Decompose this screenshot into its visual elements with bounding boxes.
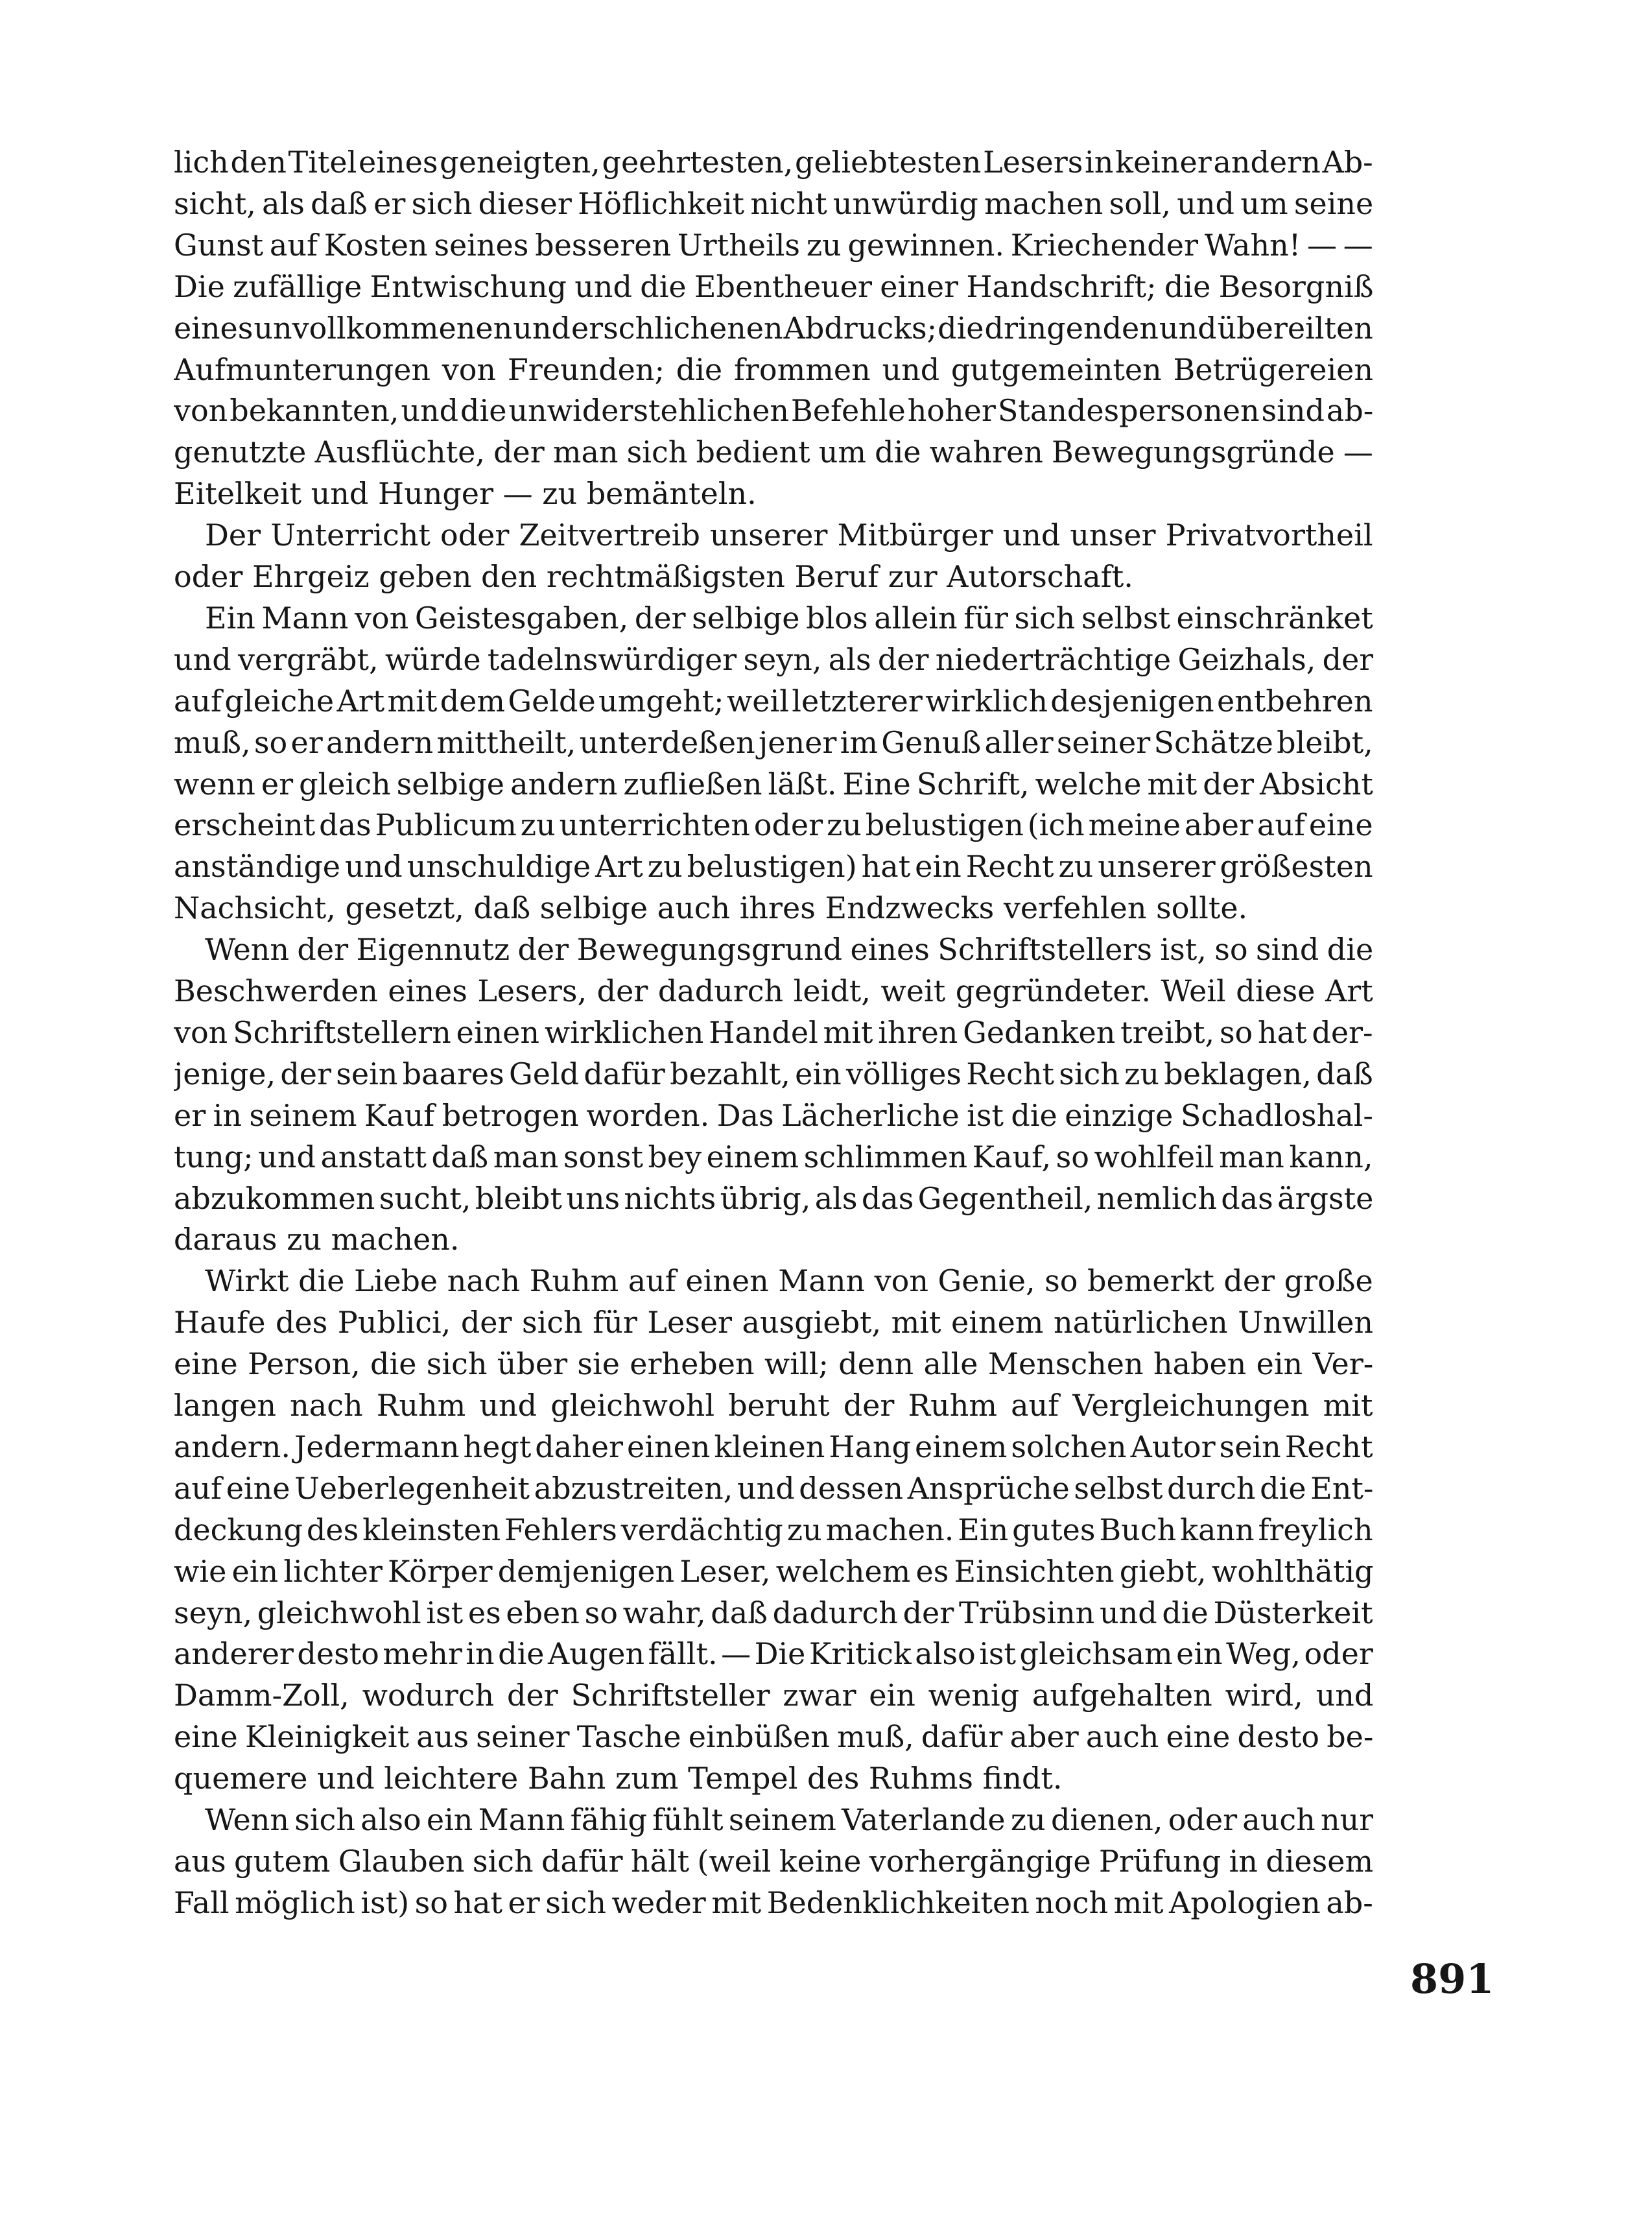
text-line: von Schriftstellern einen wirklichen Handel mit ihren Gedanken treibt, so hat der- (174, 1015, 1373, 1050)
text-line: tung; und anstatt daß man sonst bey einem schlimmen Kauf, so wohlfeil man kann, (174, 1139, 1373, 1174)
text-line: oder Ehrgeiz geben den rechtmäßigsten Beruf zur Autorschaft. (174, 559, 1133, 594)
text-line: Wenn sich also ein Mann fähig fühlt seinem Vaterlande zu dienen, oder auch nur (205, 1802, 1373, 1837)
text-line: Wirkt die Liebe nach Ruhm auf einen Mann von Genie, so bemerkt der große (205, 1263, 1373, 1298)
text-line: Wenn der Eigennutz der Bewegungsgrund eines Schriftstellers ist, so sind die (205, 932, 1373, 967)
text-line: muß, so er andern mittheilt, unterdeßen jener im Genuß aller seiner Schätze bleibt, (174, 725, 1373, 760)
page-number: 891 (1410, 1955, 1494, 2003)
text-line: Eitelkeit und Hunger — zu bemänteln. (174, 476, 757, 511)
text-line: eine Kleinigkeit aus seiner Tasche einbüßen muß, dafür aber auch eine desto be- (174, 1719, 1373, 1754)
text-line: aus gutem Glauben sich dafür hält (weil keine vorhergängige Prüfung in diesem (174, 1844, 1373, 1879)
text-line: erscheint das Publicum zu unterrichten oder zu belustigen (ich meine aber auf eine (174, 807, 1373, 842)
text-line: Aufmunterungen von Freunden; die frommen und gutgemeinten Betrügereien (174, 352, 1373, 387)
text-line: Gunst auf Kosten seines besseren Urtheils zu gewinnen. Kriechender Wahn! — — (174, 228, 1373, 263)
text-line: deckung des kleinsten Fehlers verdächtig zu machen. Ein gutes Buch kann freylich (174, 1512, 1373, 1547)
text-line: sicht, als daß er sich dieser Höflichkeit nicht unwürdig machen soll, und um seine (174, 186, 1373, 221)
text-line: langen nach Ruhm und gleichwohl beruht der Ruhm auf Vergleichungen mit (174, 1388, 1373, 1423)
text-line: andern. Jedermann hegt daher einen kleinen Hang einem solchen Autor sein Recht (174, 1429, 1373, 1464)
text-line: und vergräbt, würde tadelnswürdiger seyn, als der niederträchtige Geizhals, der (174, 642, 1373, 677)
text-line: wenn er gleich selbige andern zufließen läßt. Eine Schrift, welche mit der Absicht (174, 767, 1373, 802)
text-line: jenige, der sein baares Geld dafür bezahlt, ein völliges Recht sich zu beklagen, daß (174, 1056, 1373, 1091)
text-line: auf eine Ueberlegenheit abzustreiten, und dessen Ansprüche selbst durch die Ent- (174, 1471, 1373, 1506)
text-line: lich den Titel eines geneigten, geehrtesten, geliebtesten Lesers in keiner andern Ab- (174, 145, 1373, 180)
text-line: eine Person, die sich über sie erheben will; denn alle Menschen haben ein Ver- (174, 1346, 1373, 1381)
text-line: seyn, gleichwohl ist es eben so wahr, daß dadurch der Trübsinn und die Düsterkeit (174, 1595, 1373, 1630)
text-line: von bekannten, und die unwiderstehlichen Befehle hoher Standespersonen sind ab- (174, 393, 1373, 428)
text-line: abzukommen sucht, bleibt uns nichts übrig, als das Gegentheil, nemlich das ärgste (174, 1181, 1373, 1216)
text-line: wie ein lichter Körper demjenigen Leser, welchem es Einsichten giebt, wohlthätig (174, 1554, 1373, 1589)
text-line: genutzte Ausflüchte, der man sich bedient um die wahren Bewegungsgründe — (174, 435, 1373, 470)
text-line: daraus zu machen. (174, 1222, 460, 1257)
text-line: Der Unterricht oder Zeitvertreib unserer Mitbürger und unser Privatvortheil (205, 518, 1373, 553)
text-line: Nachsicht, gesetzt, daß selbige auch ihres Endzwecks verfehlen sollte. (174, 890, 1248, 925)
text-line: Die zufällige Entwischung und die Ebentheuer einer Handschrift; die Besorgniß (174, 269, 1373, 304)
text-line: quemere und leichtere Bahn zum Tempel des Ruhms findt. (174, 1761, 1063, 1796)
text-line: Beschwerden eines Lesers, der dadurch leidt, weit gegründeter. Weil diese Art (174, 973, 1373, 1008)
text-line: Haufe des Publici, der sich für Leser ausgiebt, mit einem natürlichen Unwillen (174, 1305, 1373, 1340)
text-line: eines unvollkommenen und erschlichenen Abdrucks; die dringenden und übereilten (174, 311, 1373, 346)
text-line: Fall möglich ist) so hat er sich weder mit Bedenklichkeiten noch mit Apologien ab- (174, 1885, 1373, 1920)
text-line: auf gleiche Art mit dem Gelde umgeht; weil letzterer wirklich desjenigen entbehren (174, 684, 1373, 719)
text-line: Damm-Zoll, wodurch der Schriftsteller zwar ein wenig aufgehalten wird, und (174, 1678, 1373, 1713)
text-line: anständige und unschuldige Art zu belustigen) hat ein Recht zu unserer größesten (174, 849, 1373, 884)
text-line: er in seinem Kauf betrogen worden. Das Lächerliche ist die einzige Schadloshal- (174, 1098, 1373, 1133)
text-line: anderer desto mehr in die Augen fällt. — Die Kritick also ist gleichsam ein Weg, oder (174, 1636, 1373, 1671)
text-line: Ein Mann von Geistesgaben, der selbige blos allein für sich selbst einschränket (205, 601, 1373, 636)
